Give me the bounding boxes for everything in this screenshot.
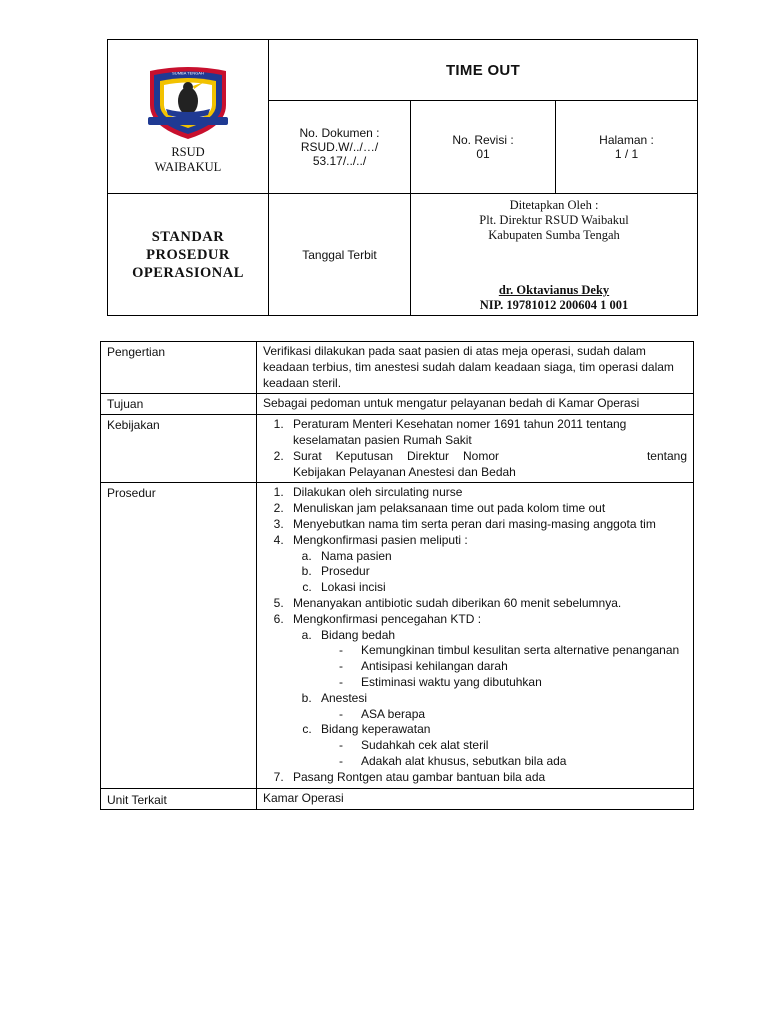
sop-content-table [100,341,694,810]
list-item: - Adakah alat khusus, sebutkan bila ada [339,754,687,770]
document-number-line1: RSUD.W/../…/ [300,140,379,154]
list-item: - ASA berapa [339,707,687,723]
list-item: 3. Menyebutkan nama tim serta peran dari masing-masing anggota tim [287,517,687,533]
pengertian-text: Verifikasi dilakukan pada saat pasien di atas meja operasi, sudah dalam keadaan terbius, tim anestesi sudah dalam keadaan siaga, tim operasi dalam keadaan steril. [257,342,694,394]
list-item: c. Lokasi incisi [315,580,687,596]
revision-label: No. Revisi : [452,133,514,147]
table-row [101,483,694,788]
kebijakan-2-word: Nomor [463,448,500,463]
sop-line3: OPERASIONAL [132,264,244,281]
hospital-logo-cell [108,40,269,194]
list-item [287,533,687,596]
sub-step-text: Anestesi [321,690,368,705]
list-item: 5. Menanyakan antibiotic sudah diberikan 60 menit sebelumnya. [287,596,687,612]
page-value: 1 / 1 [614,147,639,161]
kebijakan-content [257,415,694,483]
signer-name: dr. Oktavianus Deky [498,283,610,297]
kebijakan-2-word: tentang [646,448,687,463]
sop-header-table [107,39,698,316]
document-number-cell [269,101,411,194]
list-item: 1. Peraturam Menteri Kesehatan nomer 1691 tahun 2011 tentang keselamatan pasien Rumah Sakit [287,417,687,449]
table-row [101,788,694,809]
prosedur-content [257,483,694,788]
tujuan-label: Tujuan [101,394,257,415]
sop-line2: PROSEDUR [146,246,230,263]
table-row [101,394,694,415]
revision-cell [411,101,556,194]
procedure-step-text: Mengkonfirmasi pasien meliputi : [293,532,468,547]
logo-lettering: SUMBA TENGAH [172,70,204,75]
hospital-name-line1: RSUD [171,144,205,159]
list-item [287,612,687,770]
list-item [315,691,687,723]
kebijakan-2-word: Keputusan [335,448,394,463]
approval-cell [411,194,698,316]
list-item: - Estiminasi waktu yang dibutuhkan [339,675,687,691]
kebijakan-2-word: 2. Surat [293,448,322,463]
kebijakan-2-line2: Kebijakan Pelayanan Anestesi dan Bedah [293,464,516,479]
table-row [101,415,694,483]
issue-date-label: Tanggal Terbit [269,194,411,316]
document-number-label: No. Dokumen : [299,126,380,140]
list-item: - Kemungkinan timbul kesulitan serta alternative penanganan [339,643,687,659]
list-item: - Sudahkah cek alat steril [339,738,687,754]
list-item: 7. Pasang Rontgen atau gambar bantuan bila ada [287,770,687,786]
document-title: TIME OUT [269,40,698,101]
list-item: 1. Dilakukan oleh sirculating nurse [287,485,687,501]
approval-line2: Plt. Direktur RSUD Waibakul [479,213,629,227]
page-cell [556,101,698,194]
sop-label-cell [108,194,269,316]
hospital-name-line2: WAIBAKUL [154,159,222,174]
unit-terkait-text: Kamar Operasi [257,788,694,809]
list-item: 2. Menuliskan jam pelaksanaan time out pada kolom time out [287,501,687,517]
sub-step-text: Bidang bedah [321,627,396,642]
list-item: - Antisipasi kehilangan darah [339,659,687,675]
document-number-line2: 53.17/../../ [312,154,367,168]
pengertian-label: Pengertian [101,342,257,394]
kebijakan-2-word: Direktur [407,448,450,463]
list-item [287,449,687,481]
approval-line1: Ditetapkan Oleh : [509,198,599,212]
sub-step-text: Bidang keperawatan [321,722,431,737]
revision-value: 01 [476,147,490,161]
kebijakan-label: Kebijakan [101,415,257,483]
rsud-waibakul-emblem-icon [144,65,232,141]
list-item: b. Prosedur [315,564,687,580]
sop-line1: STANDAR [151,228,225,245]
list-item: a. Nama pasien [315,549,687,565]
table-row [101,342,694,394]
approval-line3: Kabupaten Sumba Tengah [488,228,620,242]
page-label: Halaman : [599,133,654,147]
prosedur-label: Prosedur [101,483,257,788]
signer-nip: NIP. 19781012 200604 1 001 [479,298,629,312]
procedure-step-text: Mengkonfirmasi pencegahan KTD : [293,611,482,626]
tujuan-text: Sebagai pedoman untuk mengatur pelayanan bedah di Kamar Operasi [257,394,694,415]
unit-terkait-label: Unit Terkait [101,788,257,809]
list-item [315,722,687,769]
list-item [315,628,687,691]
